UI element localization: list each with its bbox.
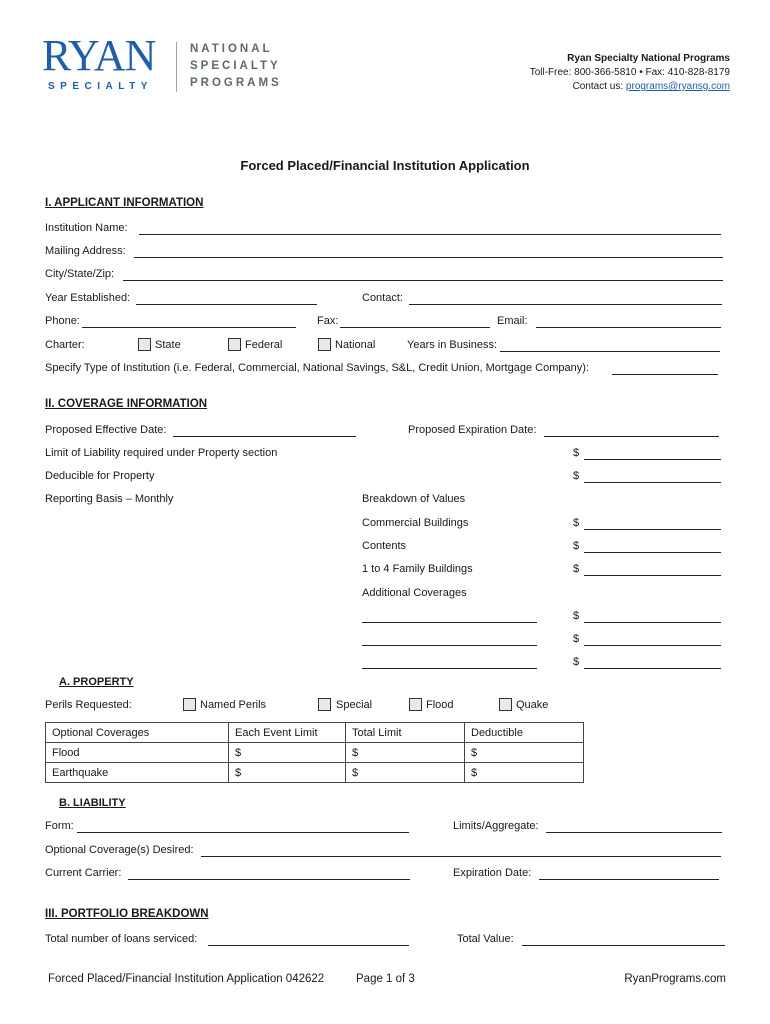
phone-field[interactable] xyxy=(82,327,296,328)
charter-state-label: State xyxy=(155,339,181,351)
optional-coverages-label: Optional Coverage(s) Desired: xyxy=(45,844,194,856)
deductible-property-dollar: $ xyxy=(573,470,580,482)
fax-field[interactable] xyxy=(340,327,490,328)
year-established-field[interactable] xyxy=(136,304,317,305)
family-buildings-dollar: $ xyxy=(573,563,580,575)
table-cell: Earthquake xyxy=(46,763,229,783)
mailing-address-field[interactable] xyxy=(134,257,723,258)
additional-coverages-label: Additional Coverages xyxy=(362,587,467,599)
mailing-address-label: Mailing Address: xyxy=(45,245,126,257)
footer-page-number: Page 1 of 3 xyxy=(356,973,415,985)
expiration-date-field[interactable] xyxy=(544,436,719,437)
institution-name-field[interactable] xyxy=(139,234,721,235)
total-loans-label: Total number of loans serviced: xyxy=(45,933,198,945)
commercial-buildings-label: Commercial Buildings xyxy=(362,517,469,529)
liability-expiration-field[interactable] xyxy=(539,879,719,880)
charter-federal-checkbox[interactable] xyxy=(228,338,241,351)
table-header-cell: Optional Coverages xyxy=(46,723,229,743)
additional-coverage-value-field[interactable] xyxy=(584,668,721,669)
email-field[interactable] xyxy=(536,327,721,328)
header-company: Ryan Specialty National Programs xyxy=(567,53,730,64)
total-value-label: Total Value: xyxy=(457,933,514,945)
total-loans-field[interactable] xyxy=(208,945,409,946)
limit-liability-dollar: $ xyxy=(573,447,580,459)
additional-coverage-value-field[interactable] xyxy=(584,622,721,623)
table-cell: Flood xyxy=(46,743,229,763)
phone-label: Phone: xyxy=(45,315,80,327)
header-contact-email[interactable]: programs@ryansg.com xyxy=(625,81,730,92)
institution-type-field[interactable] xyxy=(612,374,718,375)
table-cell[interactable]: $ xyxy=(346,763,465,783)
additional-coverage-value-field[interactable] xyxy=(584,645,721,646)
commercial-buildings-field[interactable] xyxy=(584,529,721,530)
contents-dollar: $ xyxy=(573,540,580,552)
footer-form-name: Forced Placed/Financial Institution Application 042622 xyxy=(48,973,325,985)
table-cell[interactable]: $ xyxy=(229,763,346,783)
charter-federal-label: Federal xyxy=(245,339,283,351)
charter-state-checkbox[interactable] xyxy=(138,338,151,351)
quake-checkbox[interactable] xyxy=(499,698,512,711)
logo-specialty-line: SPECIALTY xyxy=(190,60,281,72)
deductible-property-field[interactable] xyxy=(584,482,721,483)
family-buildings-field[interactable] xyxy=(584,575,721,576)
optional-coverages-field[interactable] xyxy=(201,856,721,857)
table-cell[interactable]: $ xyxy=(229,743,346,763)
table-header-cell: Each Event Limit xyxy=(229,723,346,743)
years-in-business-label: Years in Business: xyxy=(407,339,498,351)
table-cell[interactable]: $ xyxy=(465,763,584,783)
table-row xyxy=(46,763,584,783)
additional-coverage-dollar: $ xyxy=(573,633,580,645)
contents-field[interactable] xyxy=(584,552,721,553)
logo-national: NATIONAL xyxy=(190,43,273,55)
limit-liability-field[interactable] xyxy=(584,459,721,460)
year-established-label: Year Established: xyxy=(45,292,131,304)
expiration-date-label: Proposed Expiration Date: xyxy=(408,424,537,436)
additional-coverage-dollar: $ xyxy=(573,656,580,668)
liability-expiration-label: Expiration Date: xyxy=(453,867,532,879)
contact-label: Contact: xyxy=(362,292,403,304)
email-label: Email: xyxy=(497,315,528,327)
additional-coverage-dollar: $ xyxy=(573,610,580,622)
current-carrier-field[interactable] xyxy=(128,879,410,880)
additional-coverage-name-field[interactable] xyxy=(362,622,537,623)
effective-date-field[interactable] xyxy=(173,436,356,437)
header-contact-label: Contact us: xyxy=(572,81,626,92)
institution-type-label: Specify Type of Institution (i.e. Federal, Commercial, National Savings, S&L, Credit Union, Mortgage Company): xyxy=(45,362,589,374)
limit-liability-label: Limit of Liability required under Property section xyxy=(45,447,278,459)
quake-label: Quake xyxy=(516,699,549,711)
additional-coverage-name-field[interactable] xyxy=(362,645,537,646)
total-value-field[interactable] xyxy=(522,945,725,946)
optional-coverages-table xyxy=(45,722,584,783)
table-header-cell: Total Limit xyxy=(346,723,465,743)
reporting-basis-label: Reporting Basis – Monthly xyxy=(45,493,174,505)
additional-coverage-name-field[interactable] xyxy=(362,668,537,669)
section-coverage-heading: II. COVERAGE INFORMATION xyxy=(45,398,208,410)
logo-programs: PROGRAMS xyxy=(190,77,282,89)
charter-national-label: National xyxy=(335,339,376,351)
form-field[interactable] xyxy=(77,832,409,833)
header-contact xyxy=(573,81,730,92)
logo-divider xyxy=(176,42,177,92)
flood-checkbox[interactable] xyxy=(409,698,422,711)
contents-label: Contents xyxy=(362,540,407,552)
form-label: Form: xyxy=(45,820,74,832)
logo-specialty: SPECIALTY xyxy=(48,81,153,92)
section-portfolio-heading: III. PORTFOLIO BREAKDOWN xyxy=(45,908,209,920)
property-heading: A. PROPERTY xyxy=(59,676,134,688)
current-carrier-label: Current Carrier: xyxy=(45,867,122,879)
limits-aggregate-label: Limits/Aggregate: xyxy=(453,820,539,832)
named-perils-checkbox[interactable] xyxy=(183,698,196,711)
breakdown-values-label: Breakdown of Values xyxy=(362,493,466,505)
table-cell[interactable]: $ xyxy=(465,743,584,763)
logo-ryan: RYAN xyxy=(42,31,156,80)
deductible-property-label: Deducible for Property xyxy=(45,470,155,482)
header-phones: Toll-Free: 800-366-5810 • Fax: 410-828-8179 xyxy=(529,67,730,78)
commercial-buildings-dollar: $ xyxy=(573,517,580,529)
years-in-business-field[interactable] xyxy=(500,351,720,352)
effective-date-label: Proposed Effective Date: xyxy=(45,424,167,436)
city-state-zip-label: City/State/Zip: xyxy=(45,268,115,280)
table-cell[interactable]: $ xyxy=(346,743,465,763)
limits-aggregate-field[interactable] xyxy=(546,832,722,833)
footer-site: RyanPrograms.com xyxy=(624,973,726,985)
table-header-cell: Deductible xyxy=(465,723,584,743)
liability-heading: B. LIABILITY xyxy=(59,797,126,809)
fax-label: Fax: xyxy=(317,315,339,327)
charter-label: Charter: xyxy=(45,339,85,351)
flood-label: Flood xyxy=(426,699,454,711)
contact-field[interactable] xyxy=(409,304,722,305)
family-buildings-label: 1 to 4 Family Buildings xyxy=(362,563,473,575)
perils-requested-label: Perils Requested: xyxy=(45,699,132,711)
table-row xyxy=(46,743,584,763)
special-label: Special xyxy=(336,699,373,711)
charter-national-checkbox[interactable] xyxy=(318,338,331,351)
named-perils-label: Named Perils xyxy=(200,699,267,711)
page-title: Forced Placed/Financial Institution Application xyxy=(240,158,530,173)
institution-name-label: Institution Name: xyxy=(45,222,128,234)
table-header-row xyxy=(46,723,584,743)
special-checkbox[interactable] xyxy=(318,698,331,711)
section-applicant-heading: I. APPLICANT INFORMATION xyxy=(45,197,204,209)
city-state-zip-field[interactable] xyxy=(123,280,723,281)
